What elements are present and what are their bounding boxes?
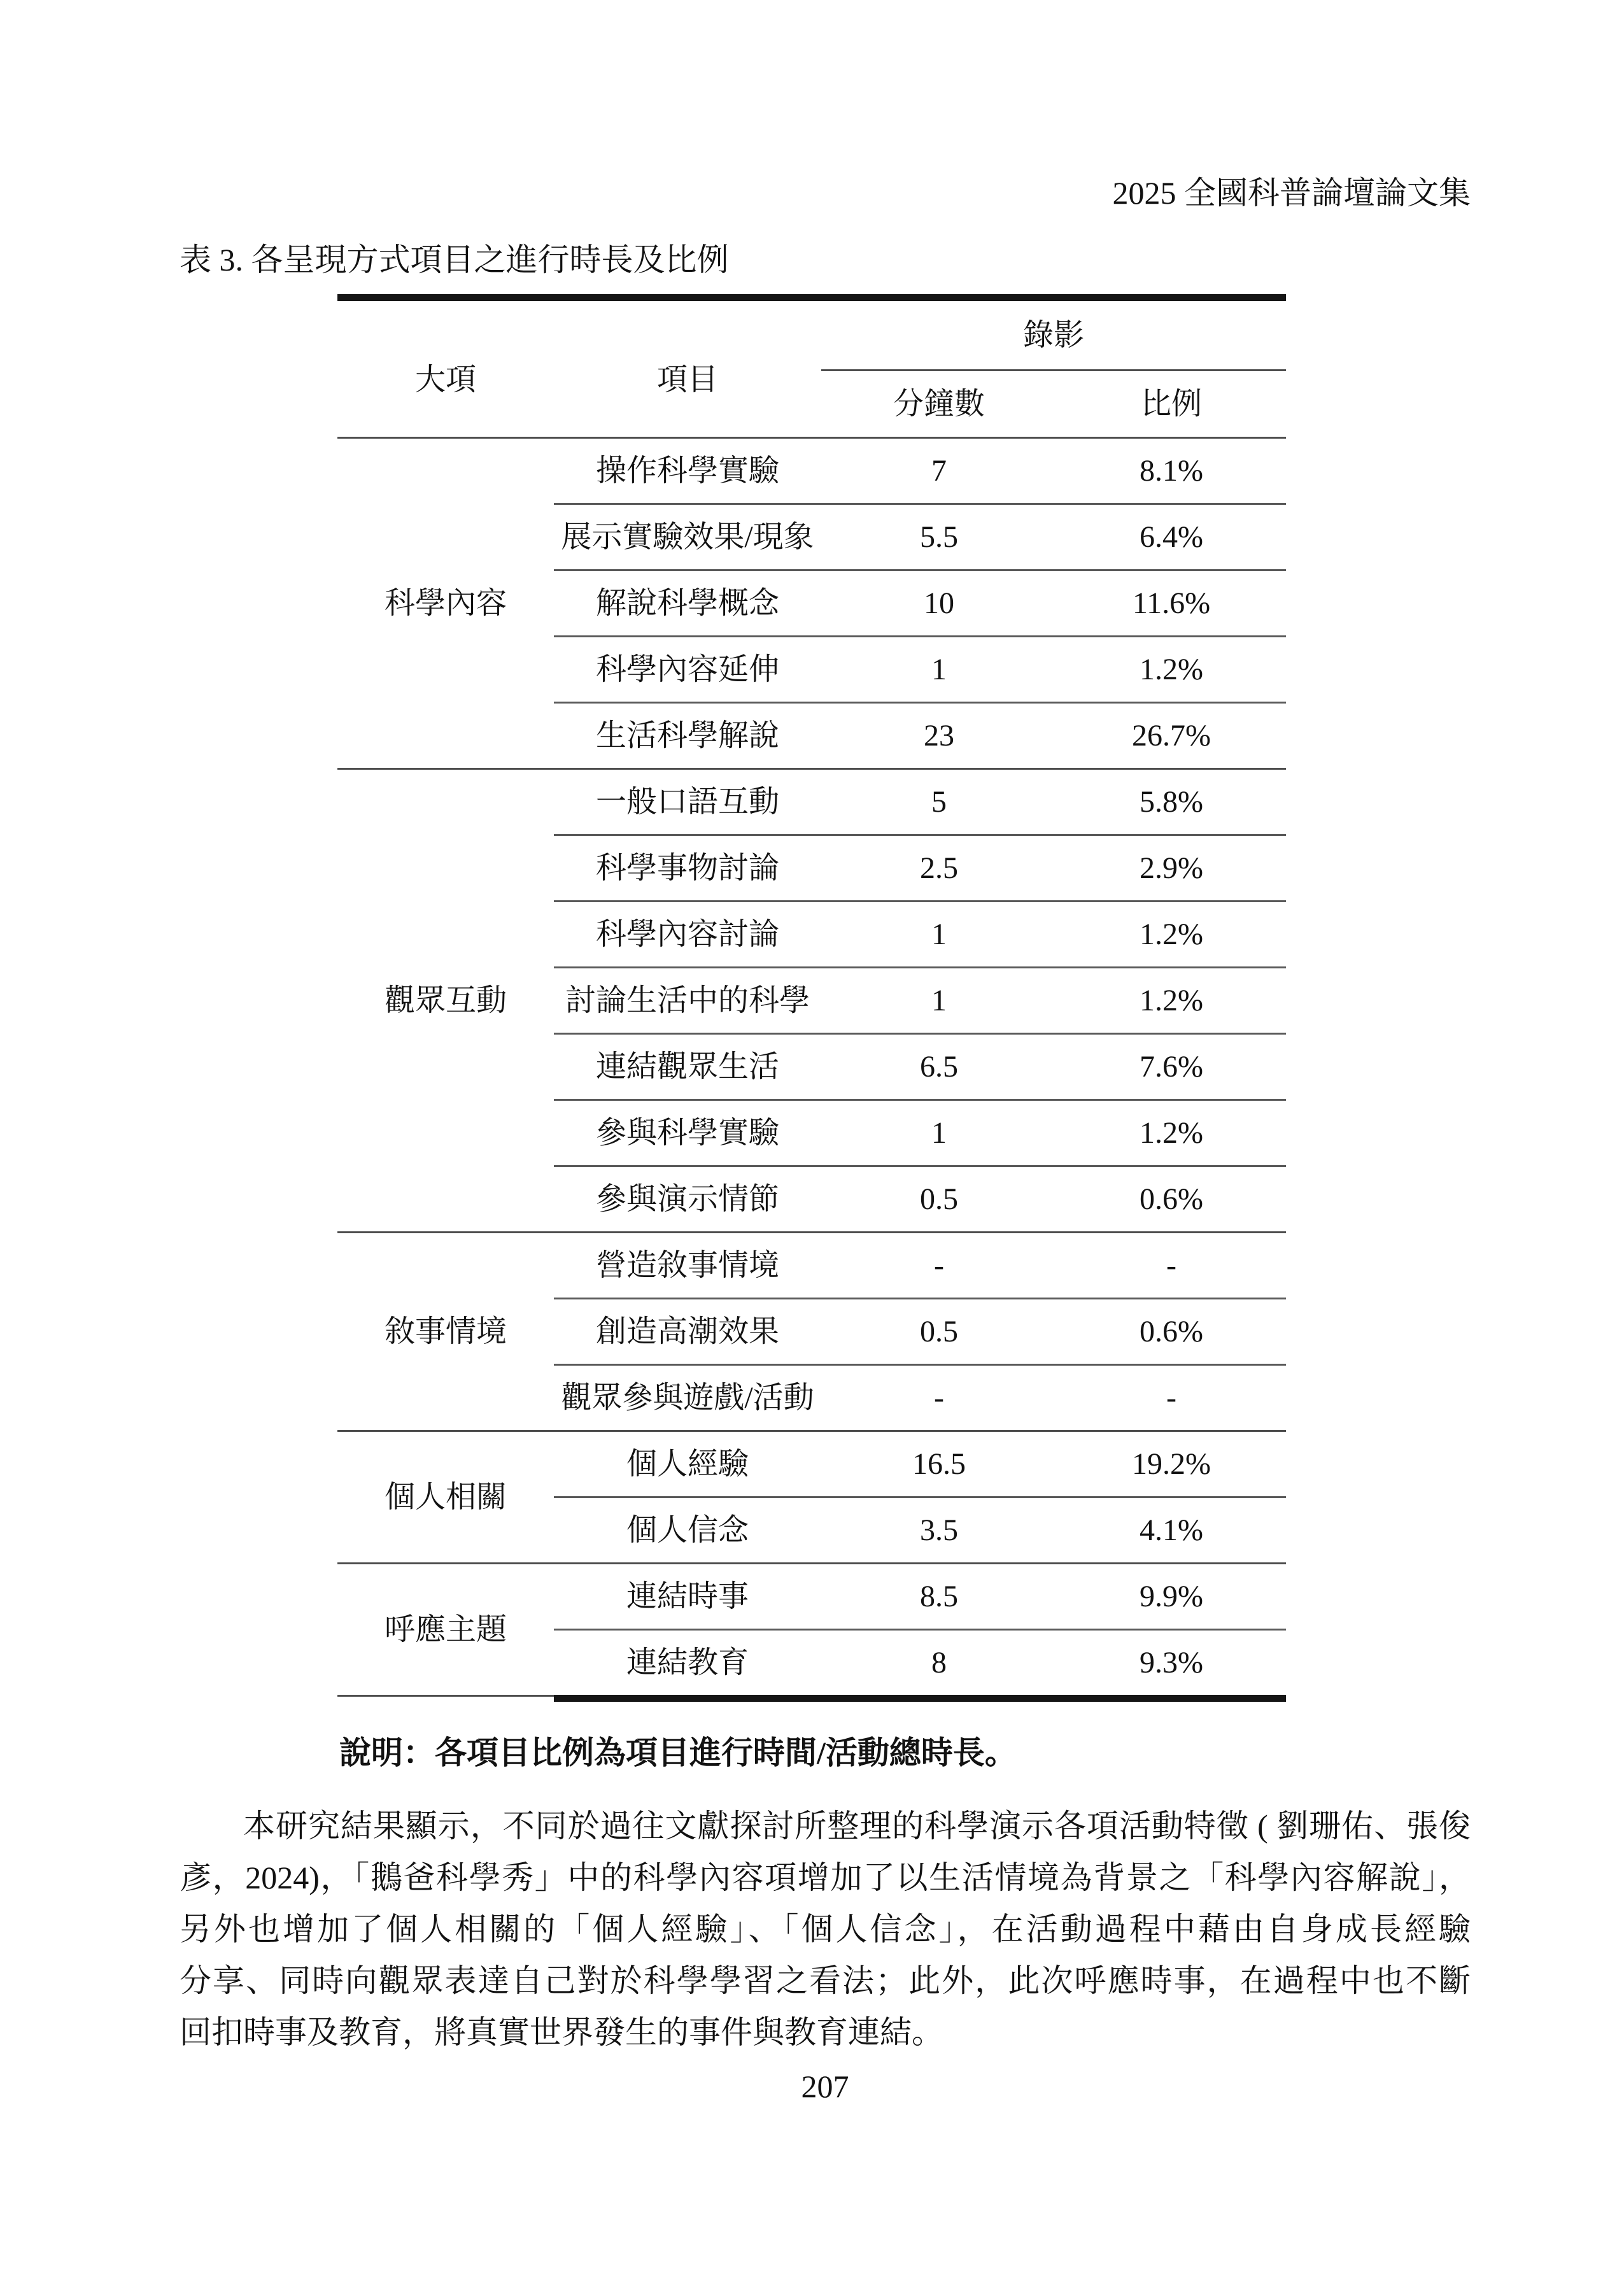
minutes-cell: 1 — [821, 1099, 1057, 1165]
minutes-cell: 1 — [821, 900, 1057, 966]
ratio-cell: 1.2% — [1057, 1099, 1286, 1165]
minutes-cell: 8.5 — [821, 1562, 1057, 1629]
col-header-minutes: 分鐘數 — [893, 386, 985, 421]
col-header-ratio: 比例 — [1140, 386, 1202, 421]
item-cell: 生活科學解說 — [554, 702, 821, 768]
ratio-cell: 5.8% — [1057, 768, 1286, 834]
minutes-cell: - — [821, 1364, 1057, 1430]
ratio-cell: 1.2% — [1057, 635, 1286, 702]
ratio-cell: 4.1% — [1057, 1496, 1286, 1562]
ratio-cell: - — [1057, 1364, 1286, 1430]
bottom-rule-thick-segment — [554, 1695, 1286, 1702]
minutes-cell: 1 — [821, 635, 1057, 702]
paragraph-line: 分享、同時向觀眾表達自己對於科學學習之看法；此外，此次呼應時事，在過程中也不斷 — [180, 1963, 1471, 1999]
paragraph-line: 本研究結果顯示，不同於過往文獻探討所整理的科學演示各項活動特徵 ( 劉珊佑、張俊 — [243, 1808, 1471, 1844]
ratio-cell: 11.6% — [1057, 569, 1286, 635]
ratio-cell: 9.9% — [1057, 1562, 1286, 1629]
ratio-cell: 9.3% — [1057, 1629, 1286, 1695]
minutes-cell: 3.5 — [821, 1496, 1057, 1562]
minutes-cell: 2.5 — [821, 834, 1057, 900]
table-note: 說明：各項目比例為項目進行時間/活動總時長。 — [339, 1735, 1017, 1771]
category-cell: 敘事情境 — [337, 1231, 554, 1430]
col-header-item: 項目 — [656, 362, 718, 397]
item-cell: 一般口語互動 — [554, 768, 821, 834]
item-cell: 觀眾參與遊戲/活動 — [554, 1364, 821, 1430]
category-cell: 觀眾互動 — [337, 768, 554, 1231]
item-cell: 個人經驗 — [554, 1430, 821, 1496]
ratio-cell: 1.2% — [1057, 900, 1286, 966]
paragraph-line: 另外也增加了個人相關的「個人經驗」、「個人信念」，在活動過程中藉由自身成長經驗 — [180, 1911, 1471, 1947]
ratio-cell: 2.9% — [1057, 834, 1286, 900]
minutes-cell: 23 — [821, 702, 1057, 768]
bottom-rule-thin-segment — [337, 1695, 554, 1697]
item-cell: 解說科學概念 — [554, 569, 821, 635]
category-cell: 呼應主題 — [337, 1562, 554, 1695]
ratio-cell: 6.4% — [1057, 503, 1286, 569]
minutes-cell: 1 — [821, 966, 1057, 1033]
ratio-cell: 1.2% — [1057, 966, 1286, 1033]
item-cell: 連結觀眾生活 — [554, 1033, 821, 1099]
item-cell: 參與科學實驗 — [554, 1099, 821, 1165]
item-cell: 科學內容延伸 — [554, 635, 821, 702]
body-paragraph — [180, 1800, 1471, 2058]
running-header: 2025 全國科普論壇論文集 — [1112, 175, 1471, 211]
item-cell: 連結時事 — [554, 1562, 821, 1629]
item-cell: 科學事物討論 — [554, 834, 821, 900]
item-cell: 營造敘事情境 — [554, 1231, 821, 1298]
col-header-recording: 錄影 — [821, 301, 1286, 371]
ratio-cell: 26.7% — [1057, 702, 1286, 768]
minutes-cell: 5.5 — [821, 503, 1057, 569]
minutes-cell: 16.5 — [821, 1430, 1057, 1496]
minutes-cell: 0.5 — [821, 1165, 1057, 1231]
ratio-cell: 8.1% — [1057, 437, 1286, 503]
item-cell: 科學內容討論 — [554, 900, 821, 966]
item-cell: 創造高潮效果 — [554, 1298, 821, 1364]
ratio-cell: 7.6% — [1057, 1033, 1286, 1099]
minutes-cell: 8 — [821, 1629, 1057, 1695]
ratio-cell: - — [1057, 1231, 1286, 1298]
minutes-cell: 6.5 — [821, 1033, 1057, 1099]
category-cell: 科學內容 — [337, 437, 554, 768]
table-grid — [337, 301, 1286, 1695]
table-caption: 表 3. 各呈現方式項目之進行時長及比例 — [180, 242, 729, 278]
ratio-cell: 19.2% — [1057, 1430, 1286, 1496]
item-cell: 連結教育 — [554, 1629, 821, 1695]
minutes-cell: 10 — [821, 569, 1057, 635]
item-cell: 個人信念 — [554, 1496, 821, 1562]
ratio-cell: 0.6% — [1057, 1165, 1286, 1231]
table-bottom-rule — [337, 1695, 1286, 1702]
item-cell: 操作科學實驗 — [554, 437, 821, 503]
minutes-cell: 7 — [821, 437, 1057, 503]
minutes-cell: - — [821, 1231, 1057, 1298]
page-number: 207 — [801, 2069, 849, 2104]
item-cell: 討論生活中的科學 — [554, 966, 821, 1033]
category-cell: 個人相關 — [337, 1430, 554, 1562]
paragraph-line: 回扣時事及教育，將真實世界發生的事件與教育連結。 — [180, 2014, 943, 2050]
item-cell: 展示實驗效果/現象 — [554, 503, 821, 569]
ratio-cell: 0.6% — [1057, 1298, 1286, 1364]
item-cell: 參與演示情節 — [554, 1165, 821, 1231]
col-header-category: 大項 — [414, 362, 476, 397]
minutes-cell: 5 — [821, 768, 1057, 834]
minutes-cell: 0.5 — [821, 1298, 1057, 1364]
data-table — [337, 294, 1286, 1702]
paragraph-line: 彥，2024)，「鵝爸科學秀」中的科學內容項增加了以生活情境為背景之「科學內容解說」， — [180, 1860, 1471, 1895]
